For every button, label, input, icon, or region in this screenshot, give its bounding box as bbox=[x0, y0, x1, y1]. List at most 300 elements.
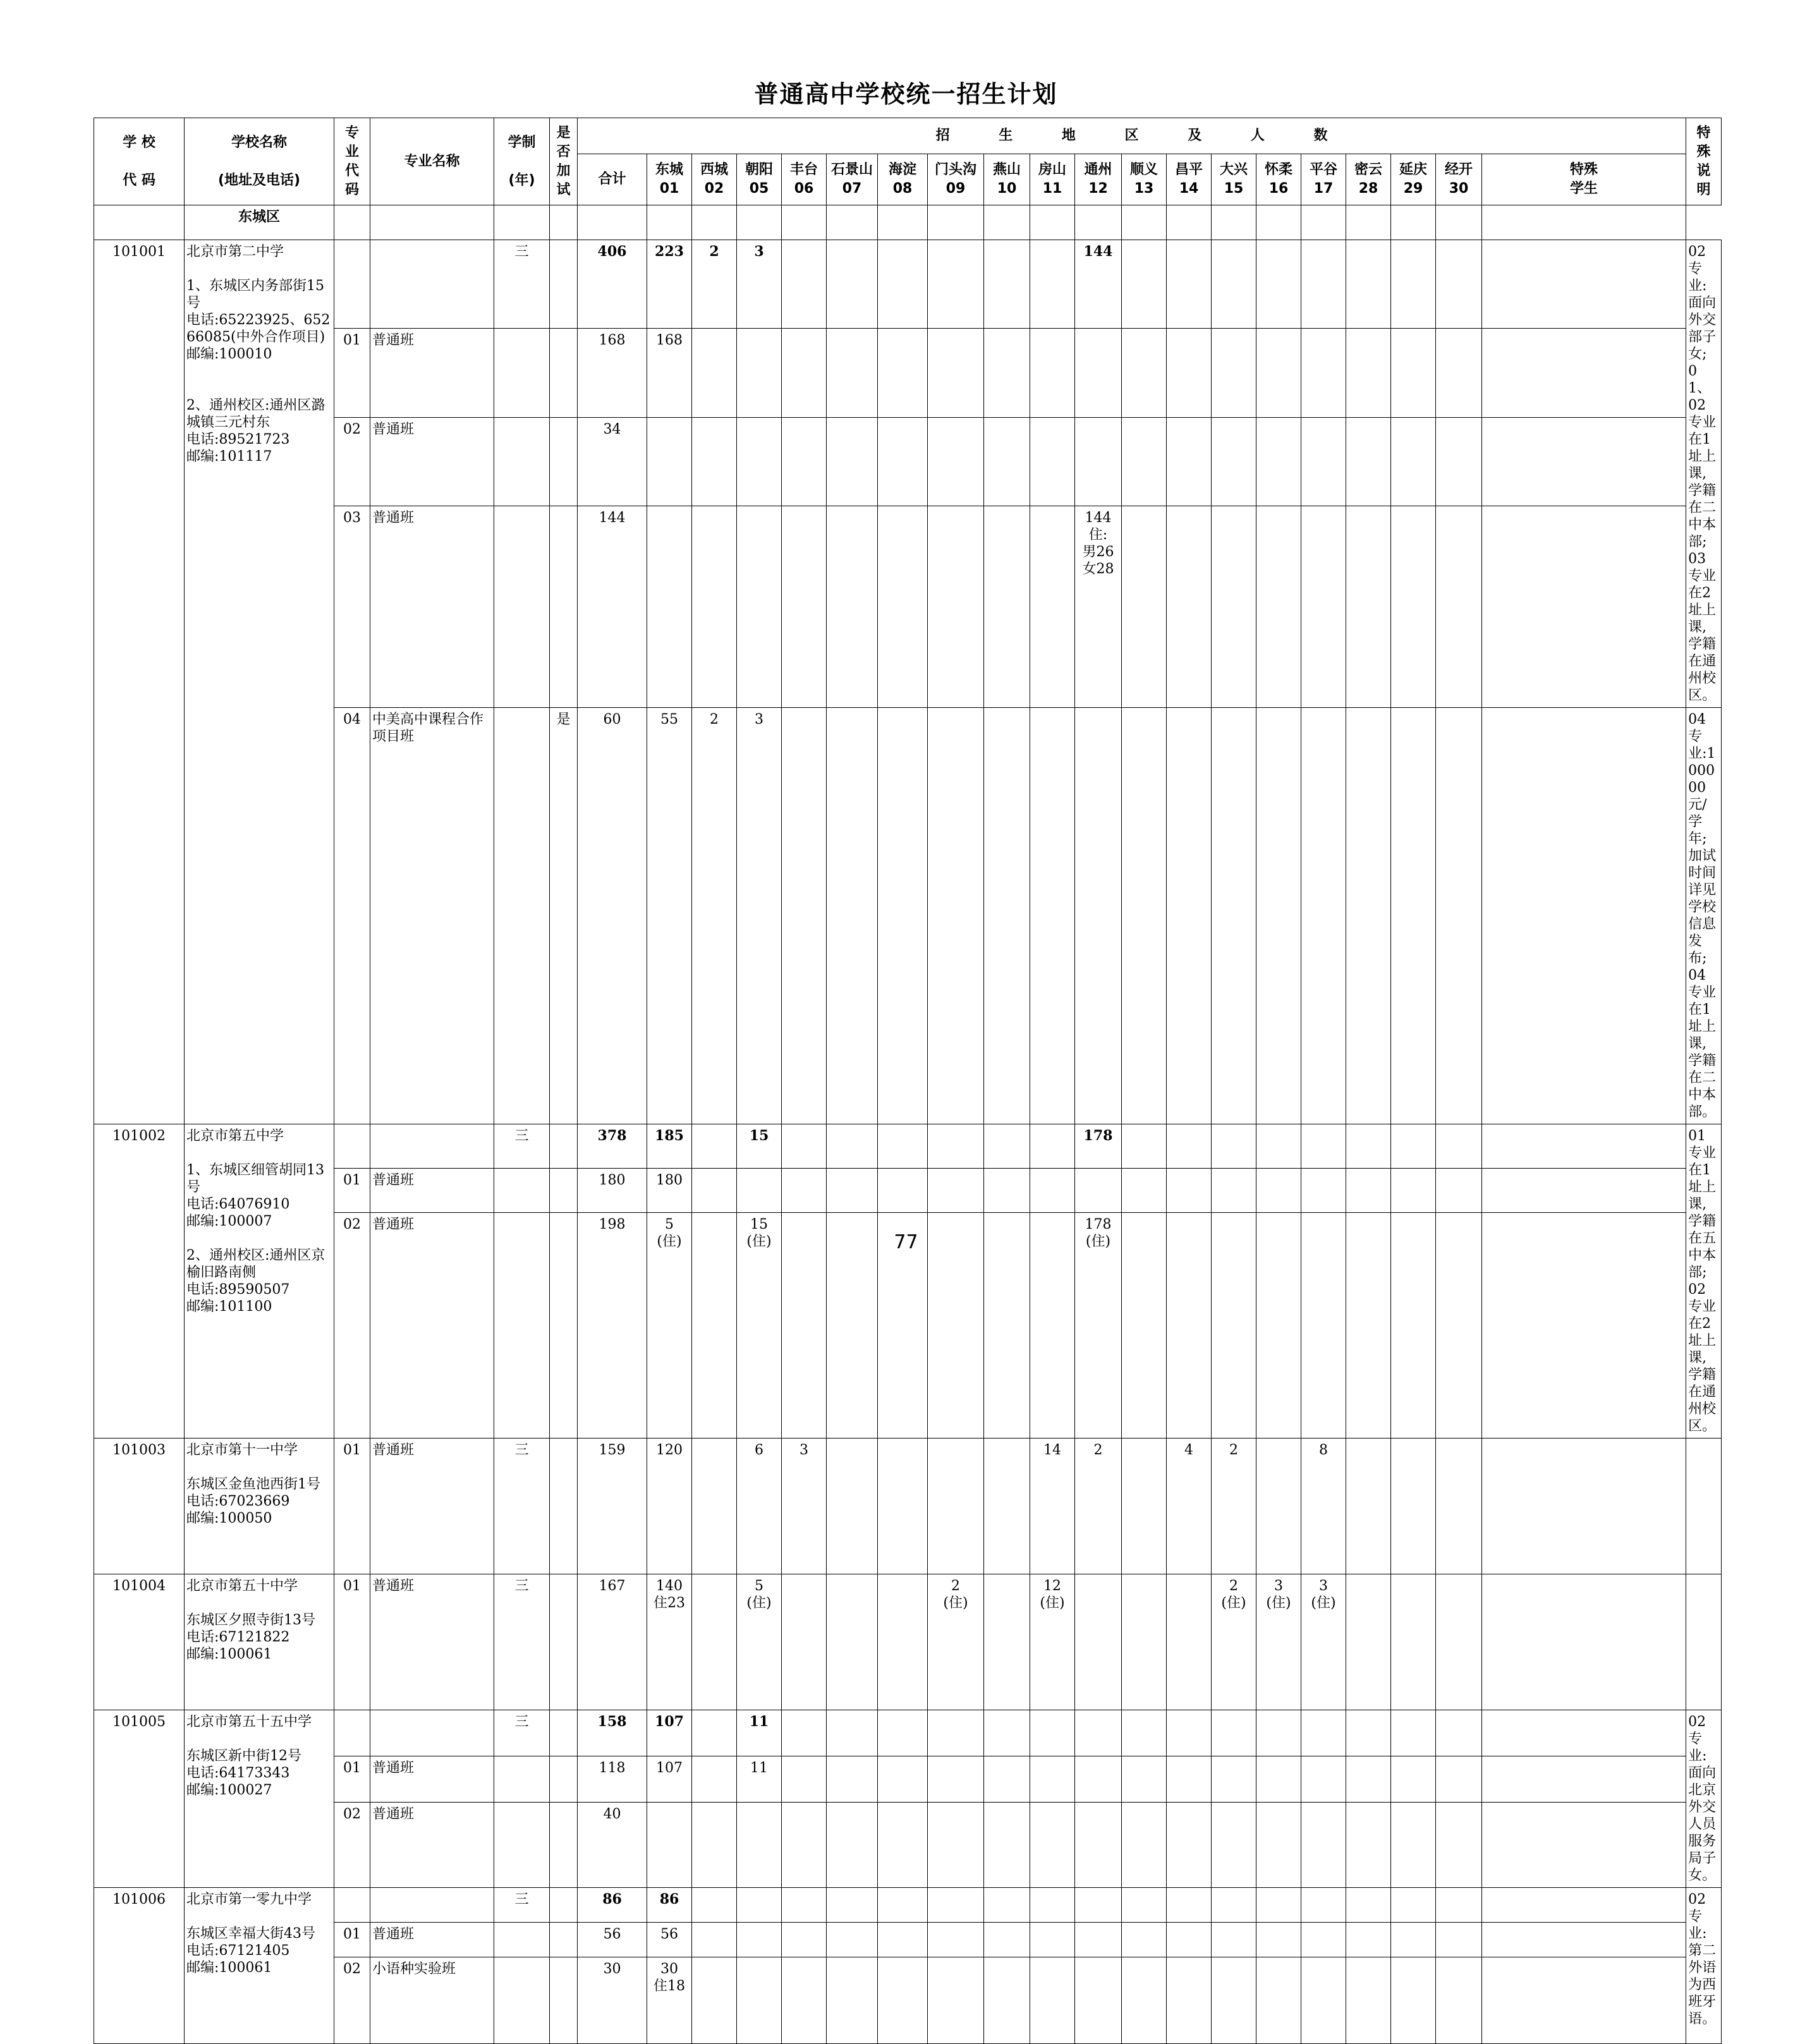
count-合计: 378 bbox=[578, 1124, 647, 1169]
count-特殊 bbox=[1482, 417, 1686, 506]
school-row bbox=[94, 1439, 1722, 1574]
count-怀柔 bbox=[1256, 1168, 1301, 1212]
header-region-11: 顺义 13 bbox=[1122, 154, 1167, 205]
count-平谷 bbox=[1301, 329, 1346, 417]
count-通州 bbox=[1075, 1574, 1122, 1710]
summary-major-code bbox=[334, 240, 370, 329]
count-顺义 bbox=[1122, 1168, 1167, 1212]
count-昌平: 4 bbox=[1167, 1439, 1212, 1574]
count-大兴 bbox=[1212, 1803, 1256, 1888]
count-合计: 118 bbox=[578, 1756, 647, 1803]
count-密云 bbox=[1346, 1168, 1391, 1212]
major-code: 01 bbox=[334, 329, 370, 417]
district-row-cell bbox=[370, 205, 494, 240]
count-密云 bbox=[1346, 1574, 1391, 1710]
major-row bbox=[94, 1756, 1722, 1803]
major-row bbox=[94, 1168, 1722, 1212]
count-经开 bbox=[1436, 1957, 1482, 2044]
header-region-8: 燕山 10 bbox=[984, 154, 1030, 205]
district-row-cell bbox=[1256, 205, 1301, 240]
count-门头沟: 2 (住) bbox=[928, 1574, 984, 1710]
count-门头沟 bbox=[928, 506, 984, 708]
count-特殊 bbox=[1482, 1957, 1686, 2044]
summary-major-name bbox=[370, 1124, 494, 1169]
count-延庆 bbox=[1391, 1124, 1436, 1169]
count-朝阳 bbox=[737, 1803, 782, 1888]
count-石景山 bbox=[827, 1574, 878, 1710]
district-row-cell bbox=[334, 205, 370, 240]
count-朝阳 bbox=[737, 1168, 782, 1212]
count-顺义 bbox=[1122, 417, 1167, 506]
count-朝阳 bbox=[737, 329, 782, 417]
count-经开 bbox=[1436, 1923, 1482, 1957]
count-怀柔 bbox=[1256, 708, 1301, 1124]
count-西城 bbox=[692, 506, 737, 708]
count-密云 bbox=[1346, 1710, 1391, 1756]
count-怀柔 bbox=[1256, 1439, 1301, 1574]
count-石景山 bbox=[827, 1888, 878, 1923]
count-大兴 bbox=[1212, 1168, 1256, 1212]
count-通州: 2 bbox=[1075, 1439, 1122, 1574]
header-school-name: 学校名称 (地址及电话) bbox=[185, 118, 334, 205]
summary-extra-test bbox=[550, 1888, 578, 1923]
major-code: 01 bbox=[334, 1168, 370, 1212]
count-门头沟 bbox=[928, 417, 984, 506]
count-丰台 bbox=[782, 417, 827, 506]
count-顺义 bbox=[1122, 1923, 1167, 1957]
count-朝阳 bbox=[737, 1923, 782, 1957]
count-西城 bbox=[692, 1957, 737, 2044]
district-row-cell bbox=[692, 205, 737, 240]
count-延庆 bbox=[1391, 1957, 1436, 2044]
count-怀柔 bbox=[1256, 1923, 1301, 1957]
count-通州 bbox=[1075, 1168, 1122, 1212]
count-朝阳: 11 bbox=[737, 1756, 782, 1803]
major-code: 02 bbox=[334, 1803, 370, 1888]
school-code: 101003 bbox=[94, 1439, 185, 1574]
count-西城 bbox=[692, 1124, 737, 1169]
count-燕山 bbox=[984, 1439, 1030, 1574]
count-昌平 bbox=[1167, 1923, 1212, 1957]
count-朝阳: 15 (住) bbox=[737, 1212, 782, 1438]
major-name: 普通班 bbox=[370, 1923, 494, 1957]
count-延庆 bbox=[1391, 329, 1436, 417]
header-region-group: 招 生 地 区 及 人 数 bbox=[578, 118, 1686, 154]
major-extra-test bbox=[550, 1923, 578, 1957]
count-大兴: 2 bbox=[1212, 1439, 1256, 1574]
count-平谷 bbox=[1301, 240, 1346, 329]
count-昌平 bbox=[1167, 1803, 1212, 1888]
special-note: 02专业:面向外交部子女; 01、02专业在1址上课,学籍在二中本部; 03专业在2址上课,学籍在通州校区。 bbox=[1686, 240, 1722, 708]
count-合计: 40 bbox=[578, 1803, 647, 1888]
major-name: 普通班 bbox=[370, 1756, 494, 1803]
count-大兴 bbox=[1212, 1710, 1256, 1756]
count-海淀 bbox=[878, 1803, 928, 1888]
count-延庆 bbox=[1391, 417, 1436, 506]
count-通州 bbox=[1075, 1803, 1122, 1888]
count-经开 bbox=[1436, 240, 1482, 329]
count-东城: 56 bbox=[647, 1923, 692, 1957]
count-东城: 223 bbox=[647, 240, 692, 329]
district-name: 东城区 bbox=[185, 205, 334, 240]
count-怀柔 bbox=[1256, 417, 1301, 506]
count-东城: 120 bbox=[647, 1439, 692, 1574]
count-石景山 bbox=[827, 1957, 878, 2044]
major-duration bbox=[494, 506, 550, 708]
header-region-0: 合计 bbox=[578, 154, 647, 205]
count-西城 bbox=[692, 1803, 737, 1888]
count-东城: 168 bbox=[647, 329, 692, 417]
count-大兴: 2 (住) bbox=[1212, 1574, 1256, 1710]
major-extra-test bbox=[550, 329, 578, 417]
count-特殊 bbox=[1482, 1574, 1686, 1710]
count-合计: 30 bbox=[578, 1957, 647, 2044]
count-西城: 2 bbox=[692, 240, 737, 329]
count-平谷 bbox=[1301, 1710, 1346, 1756]
header-region-9: 房山 11 bbox=[1030, 154, 1075, 205]
count-石景山 bbox=[827, 1168, 878, 1212]
count-石景山 bbox=[827, 708, 878, 1124]
count-石景山 bbox=[827, 240, 878, 329]
count-密云 bbox=[1346, 329, 1391, 417]
count-昌平 bbox=[1167, 329, 1212, 417]
school-name-address: 北京市第十一中学 东城区金鱼池西街1号 电话:67023669 邮编:100050 bbox=[185, 1439, 334, 1574]
count-合计: 168 bbox=[578, 329, 647, 417]
count-延庆 bbox=[1391, 1756, 1436, 1803]
major-row bbox=[94, 417, 1722, 506]
summary-major-name bbox=[370, 1888, 494, 1923]
count-房山 bbox=[1030, 708, 1075, 1124]
header-region-13: 大兴 15 bbox=[1212, 154, 1256, 205]
special-note bbox=[1686, 1574, 1722, 1710]
major-extra-test bbox=[550, 506, 578, 708]
school-duration: 三 bbox=[494, 1439, 550, 1574]
district-row-code bbox=[94, 205, 185, 240]
count-燕山 bbox=[984, 708, 1030, 1124]
special-note: 02专业:面向北京外交人员服务局子女。 bbox=[1686, 1710, 1722, 1888]
count-海淀 bbox=[878, 1888, 928, 1923]
district-row-cell bbox=[1122, 205, 1167, 240]
count-昌平 bbox=[1167, 506, 1212, 708]
major-name: 普通班 bbox=[370, 506, 494, 708]
count-石景山 bbox=[827, 1124, 878, 1169]
major-code: 03 bbox=[334, 506, 370, 708]
count-特殊 bbox=[1482, 329, 1686, 417]
major-extra-test bbox=[550, 1803, 578, 1888]
header-major-name: 专业名称 bbox=[370, 118, 494, 205]
count-西城 bbox=[692, 417, 737, 506]
count-顺义 bbox=[1122, 1124, 1167, 1169]
count-朝阳: 3 bbox=[737, 240, 782, 329]
count-通州 bbox=[1075, 1756, 1122, 1803]
district-row-cell bbox=[1482, 205, 1686, 240]
enrollment-plan-table bbox=[94, 118, 1722, 2044]
count-丰台 bbox=[782, 1710, 827, 1756]
major-row bbox=[94, 1923, 1722, 1957]
count-特殊 bbox=[1482, 1439, 1686, 1574]
summary-extra-test bbox=[550, 1124, 578, 1169]
count-密云 bbox=[1346, 1439, 1391, 1574]
count-大兴 bbox=[1212, 417, 1256, 506]
count-燕山 bbox=[984, 417, 1030, 506]
count-合计: 198 bbox=[578, 1212, 647, 1438]
count-东城: 55 bbox=[647, 708, 692, 1124]
summary-major-code bbox=[334, 1888, 370, 1923]
count-密云 bbox=[1346, 1888, 1391, 1923]
count-延庆 bbox=[1391, 1574, 1436, 1710]
count-燕山 bbox=[984, 329, 1030, 417]
count-平谷 bbox=[1301, 1168, 1346, 1212]
header-region-12: 昌平 14 bbox=[1167, 154, 1212, 205]
district-row-cell bbox=[827, 205, 878, 240]
count-合计: 167 bbox=[578, 1574, 647, 1710]
count-海淀 bbox=[878, 240, 928, 329]
count-密云 bbox=[1346, 708, 1391, 1124]
major-extra-test bbox=[550, 1574, 578, 1710]
count-怀柔 bbox=[1256, 240, 1301, 329]
school-row bbox=[94, 1574, 1722, 1710]
count-东城: 180 bbox=[647, 1168, 692, 1212]
header-region-7: 门头沟 09 bbox=[928, 154, 984, 205]
count-大兴 bbox=[1212, 1124, 1256, 1169]
count-经开 bbox=[1436, 1803, 1482, 1888]
count-顺义 bbox=[1122, 1756, 1167, 1803]
school-duration: 三 bbox=[494, 1710, 550, 1756]
count-燕山 bbox=[984, 1168, 1030, 1212]
count-通州 bbox=[1075, 1888, 1122, 1923]
count-平谷: 3 (住) bbox=[1301, 1574, 1346, 1710]
count-顺义 bbox=[1122, 1439, 1167, 1574]
count-房山 bbox=[1030, 1756, 1075, 1803]
school-duration: 三 bbox=[494, 1574, 550, 1710]
count-怀柔 bbox=[1256, 1710, 1301, 1756]
count-石景山 bbox=[827, 1756, 878, 1803]
count-密云 bbox=[1346, 1756, 1391, 1803]
summary-extra-test bbox=[550, 1710, 578, 1756]
major-row bbox=[94, 708, 1722, 1124]
count-合计: 158 bbox=[578, 1710, 647, 1756]
count-平谷 bbox=[1301, 417, 1346, 506]
major-extra-test bbox=[550, 1756, 578, 1803]
major-duration bbox=[494, 1756, 550, 1803]
district-row-cell bbox=[550, 205, 578, 240]
count-昌平 bbox=[1167, 1574, 1212, 1710]
count-密云 bbox=[1346, 506, 1391, 708]
count-平谷 bbox=[1301, 1124, 1346, 1169]
major-extra-test: 是 bbox=[550, 708, 578, 1124]
district-row-cell bbox=[1075, 205, 1122, 240]
school-summary-row bbox=[94, 240, 1722, 329]
count-大兴 bbox=[1212, 329, 1256, 417]
count-通州 bbox=[1075, 417, 1122, 506]
school-summary-row bbox=[94, 1888, 1722, 1923]
count-西城 bbox=[692, 1168, 737, 1212]
count-丰台: 3 bbox=[782, 1439, 827, 1574]
count-昌平 bbox=[1167, 417, 1212, 506]
header-region-15: 平谷 17 bbox=[1301, 154, 1346, 205]
count-顺义 bbox=[1122, 708, 1167, 1124]
count-通州 bbox=[1075, 329, 1122, 417]
count-怀柔 bbox=[1256, 1756, 1301, 1803]
count-昌平 bbox=[1167, 708, 1212, 1124]
special-note: 01专业在1址上课,学籍在五中本部; 02专业在2址上课,学籍在通州校区。 bbox=[1686, 1124, 1722, 1439]
page-number: 77 bbox=[894, 1231, 918, 1253]
count-石景山 bbox=[827, 506, 878, 708]
count-东城: 140 住23 bbox=[647, 1574, 692, 1710]
special-note bbox=[1686, 1439, 1722, 1574]
count-合计: 159 bbox=[578, 1439, 647, 1574]
major-code: 01 bbox=[334, 1756, 370, 1803]
count-海淀 bbox=[878, 417, 928, 506]
district-row-cell bbox=[984, 205, 1030, 240]
major-row bbox=[94, 1957, 1722, 2044]
count-海淀 bbox=[878, 506, 928, 708]
count-密云 bbox=[1346, 1923, 1391, 1957]
major-extra-test bbox=[550, 1168, 578, 1212]
count-西城 bbox=[692, 1710, 737, 1756]
count-燕山 bbox=[984, 1957, 1030, 2044]
summary-major-code bbox=[334, 1124, 370, 1169]
summary-major-name bbox=[370, 1710, 494, 1756]
count-门头沟 bbox=[928, 1756, 984, 1803]
major-duration bbox=[494, 329, 550, 417]
count-合计: 180 bbox=[578, 1168, 647, 1212]
school-name-address: 北京市第五十中学 东城区夕照寺街13号 电话:67121822 邮编:100061 bbox=[185, 1574, 334, 1710]
count-经开 bbox=[1436, 1888, 1482, 1923]
major-code: 01 bbox=[334, 1439, 370, 1574]
major-duration bbox=[494, 417, 550, 506]
count-朝阳: 11 bbox=[737, 1710, 782, 1756]
header-region-19: 特殊 学生 bbox=[1482, 154, 1686, 205]
count-东城 bbox=[647, 417, 692, 506]
district-row-cell bbox=[1212, 205, 1256, 240]
count-燕山 bbox=[984, 506, 1030, 708]
major-name: 中美高中课程合作项目班 bbox=[370, 708, 494, 1124]
count-怀柔 bbox=[1256, 1124, 1301, 1169]
count-东城: 185 bbox=[647, 1124, 692, 1169]
count-平谷 bbox=[1301, 1756, 1346, 1803]
count-特殊 bbox=[1482, 1710, 1686, 1756]
major-name: 普通班 bbox=[370, 1574, 494, 1710]
count-门头沟 bbox=[928, 1957, 984, 2044]
district-row-cell bbox=[578, 205, 647, 240]
count-顺义 bbox=[1122, 1803, 1167, 1888]
major-name: 普通班 bbox=[370, 1168, 494, 1212]
major-code: 02 bbox=[334, 417, 370, 506]
count-昌平 bbox=[1167, 1168, 1212, 1212]
major-duration bbox=[494, 1168, 550, 1212]
count-平谷 bbox=[1301, 1957, 1346, 2044]
special-note: 02专业:第二外语为西班牙语。 bbox=[1686, 1888, 1722, 2044]
count-海淀 bbox=[878, 329, 928, 417]
count-平谷 bbox=[1301, 1923, 1346, 1957]
count-大兴 bbox=[1212, 1888, 1256, 1923]
count-海淀 bbox=[878, 1923, 928, 1957]
count-合计: 406 bbox=[578, 240, 647, 329]
count-朝阳: 5 (住) bbox=[737, 1574, 782, 1710]
school-duration: 三 bbox=[494, 1124, 550, 1169]
count-密云 bbox=[1346, 417, 1391, 506]
count-特殊 bbox=[1482, 1923, 1686, 1957]
count-房山 bbox=[1030, 1168, 1075, 1212]
school-code: 101002 bbox=[94, 1124, 185, 1439]
major-name: 普通班 bbox=[370, 417, 494, 506]
header-special-note: 特 殊 说 明 bbox=[1686, 118, 1722, 205]
count-经开 bbox=[1436, 1574, 1482, 1710]
count-顺义 bbox=[1122, 1574, 1167, 1710]
count-石景山 bbox=[827, 329, 878, 417]
major-extra-test bbox=[550, 1957, 578, 2044]
count-通州: 144 bbox=[1075, 240, 1122, 329]
count-特殊 bbox=[1482, 1756, 1686, 1803]
count-房山 bbox=[1030, 1124, 1075, 1169]
major-name: 普通班 bbox=[370, 1803, 494, 1888]
count-延庆 bbox=[1391, 1168, 1436, 1212]
count-经开 bbox=[1436, 1439, 1482, 1574]
count-经开 bbox=[1436, 417, 1482, 506]
count-延庆 bbox=[1391, 1888, 1436, 1923]
count-西城 bbox=[692, 1574, 737, 1710]
major-duration bbox=[494, 1803, 550, 1888]
district-row-cell bbox=[737, 205, 782, 240]
district-row-cell bbox=[928, 205, 984, 240]
summary-major-code bbox=[334, 1710, 370, 1756]
count-房山 bbox=[1030, 417, 1075, 506]
count-燕山 bbox=[984, 1923, 1030, 1957]
count-房山 bbox=[1030, 1923, 1075, 1957]
major-duration bbox=[494, 1923, 550, 1957]
count-怀柔 bbox=[1256, 1888, 1301, 1923]
count-丰台 bbox=[782, 1574, 827, 1710]
count-西城 bbox=[692, 329, 737, 417]
count-东城: 107 bbox=[647, 1710, 692, 1756]
summary-extra-test bbox=[550, 240, 578, 329]
count-合计: 144 bbox=[578, 506, 647, 708]
header-region-2: 西城 02 bbox=[692, 154, 737, 205]
count-房山 bbox=[1030, 329, 1075, 417]
count-房山: 14 bbox=[1030, 1439, 1075, 1574]
page-title: 普通高中学校统一招生计划 bbox=[754, 80, 1058, 108]
count-昌平 bbox=[1167, 240, 1212, 329]
count-门头沟 bbox=[928, 1803, 984, 1888]
count-昌平 bbox=[1167, 1710, 1212, 1756]
count-延庆 bbox=[1391, 1439, 1436, 1574]
count-朝阳: 3 bbox=[737, 708, 782, 1124]
count-合计: 56 bbox=[578, 1923, 647, 1957]
count-东城: 86 bbox=[647, 1888, 692, 1923]
count-丰台 bbox=[782, 506, 827, 708]
major-code: 02 bbox=[334, 1957, 370, 2044]
count-怀柔 bbox=[1256, 506, 1301, 708]
major-row bbox=[94, 329, 1722, 417]
count-燕山 bbox=[984, 1756, 1030, 1803]
count-合计: 34 bbox=[578, 417, 647, 506]
count-顺义 bbox=[1122, 506, 1167, 708]
district-row-cell bbox=[1436, 205, 1482, 240]
school-code: 101004 bbox=[94, 1574, 185, 1710]
major-extra-test bbox=[550, 417, 578, 506]
count-怀柔 bbox=[1256, 329, 1301, 417]
count-平谷 bbox=[1301, 506, 1346, 708]
count-东城: 5 (住) bbox=[647, 1212, 692, 1438]
school-name-address: 北京市第二中学 1、东城区内务部街15号 电话:65223925、65266085(中外合作项目) 邮编:100010 2、通州校区:通州区潞城镇三元村东 电话:89521723 邮编:101117 bbox=[185, 240, 334, 1124]
header-region-10: 通州 12 bbox=[1075, 154, 1122, 205]
count-海淀 bbox=[878, 1710, 928, 1756]
count-通州 bbox=[1075, 1710, 1122, 1756]
header-region-4: 丰台 06 bbox=[782, 154, 827, 205]
count-西城 bbox=[692, 1888, 737, 1923]
school-code: 101006 bbox=[94, 1888, 185, 2044]
